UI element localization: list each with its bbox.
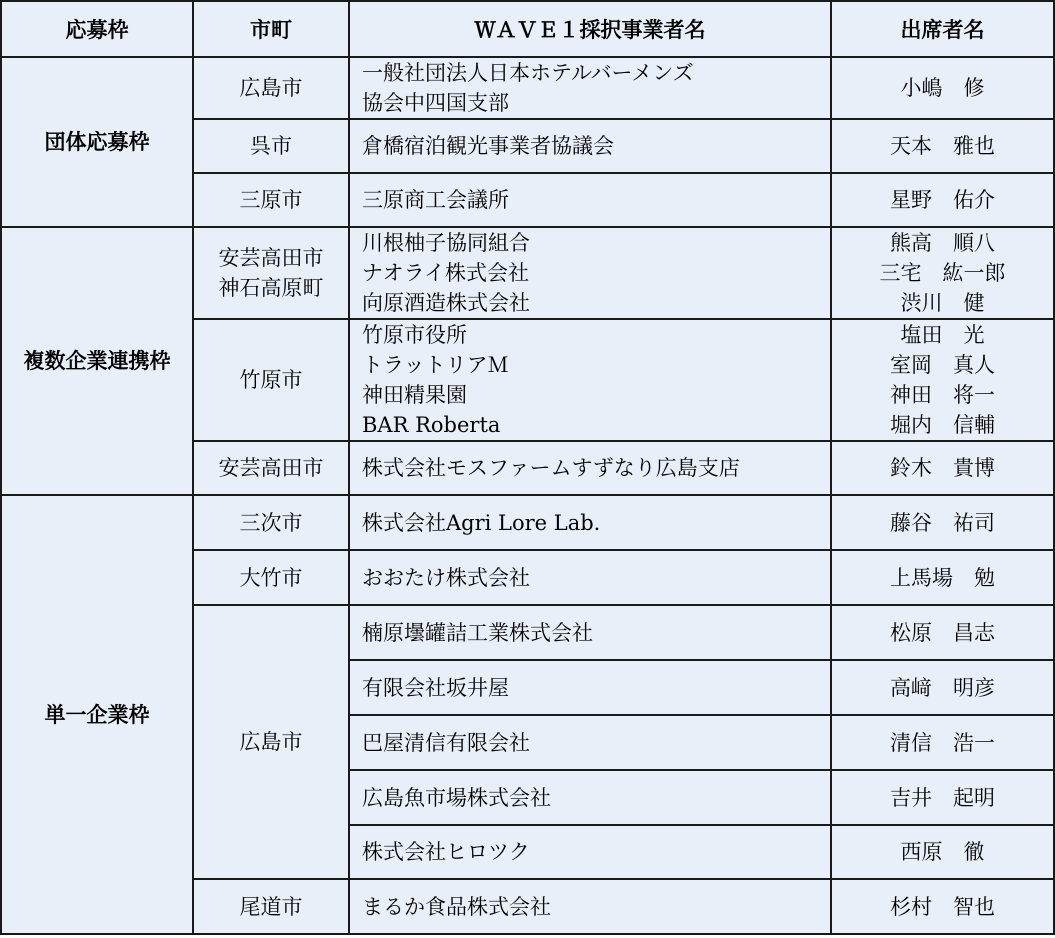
- business-name-cell: [349, 825, 831, 879]
- city-cell: [193, 550, 349, 605]
- city-cell: [193, 441, 349, 495]
- business-name: 協会中四国支部: [362, 91, 509, 115]
- attendee-name: 藤谷 祐司: [890, 510, 995, 535]
- attendee-name: 熊高 順八: [890, 231, 995, 255]
- category-cell: 団体応募枠: [1, 57, 193, 227]
- business-name-cell: [349, 119, 831, 173]
- business-name-cell: [349, 227, 831, 319]
- city-cell: [193, 57, 349, 119]
- business-name: 川根柚子協同組合: [362, 231, 530, 255]
- city-cell: [193, 879, 349, 934]
- attendee-name: 三宅 紘一郎: [879, 261, 1006, 285]
- attendee-name: 小嶋 修: [900, 76, 985, 100]
- attendee-name: 清信 浩一: [890, 730, 995, 755]
- city-cell: [193, 173, 349, 227]
- attendee-name: 鈴木 貴博: [890, 456, 995, 480]
- city-line: 竹原市: [239, 368, 303, 392]
- attendee-name: 杉村 智也: [890, 894, 995, 919]
- business-name-cell: [349, 319, 831, 441]
- business-name: 一般社団法人日本ホテルバーメンズ: [362, 61, 694, 85]
- header-attendee: 出席者名: [831, 1, 1054, 57]
- city-line: 広島市: [239, 730, 303, 754]
- business-name: ナオライ株式会社: [362, 261, 529, 285]
- attendee-name: 西原 徹: [900, 840, 985, 864]
- city-line: 安芸高田市: [218, 246, 324, 270]
- attendee-cell: [831, 605, 1054, 660]
- attendee-name: 吉井 起明: [890, 785, 995, 810]
- business-name: 三原商工会議所: [362, 188, 509, 212]
- attendee-cell: [831, 550, 1054, 605]
- business-name: 倉橋宿泊観光事業者協議会: [362, 134, 614, 158]
- business-name: 向原酒造株式会社: [362, 291, 530, 315]
- city-cell: [193, 227, 349, 319]
- business-name: 株式会社ヒロツク: [362, 840, 530, 864]
- attendee-name: 堀内 信輔: [890, 413, 995, 437]
- table-row: [1, 495, 1054, 550]
- business-name: 神田精果園: [362, 383, 467, 407]
- city-cell: [193, 495, 349, 550]
- business-name-cell: [349, 173, 831, 227]
- business-name-cell: [349, 605, 831, 660]
- attendee-cell: [831, 715, 1054, 770]
- business-name: おおたけ株式会社: [362, 565, 530, 590]
- attendee-cell: [831, 319, 1054, 441]
- city-line: 呉市: [250, 134, 292, 158]
- attendee-cell: [831, 770, 1054, 825]
- header-category: 応募枠: [1, 1, 193, 57]
- city-line: 大竹市: [239, 565, 303, 590]
- table-body: [1, 57, 1054, 934]
- city-line: 三次市: [239, 510, 303, 535]
- attendee-cell: [831, 173, 1054, 227]
- city-cell: [193, 319, 349, 441]
- business-name: まるか食品株式会社: [362, 894, 551, 919]
- business-name: BAR Roberta: [362, 413, 501, 437]
- city-line: 神石高原町: [218, 276, 324, 300]
- business-name-cell: [349, 441, 831, 495]
- city-line: 尾道市: [239, 894, 303, 919]
- attendee-cell: [831, 119, 1054, 173]
- header-city: 市町: [193, 1, 349, 57]
- business-name-cell: [349, 57, 831, 119]
- business-name: 竹原市役所: [362, 323, 467, 347]
- attendee-name: 高﨑 明彦: [890, 675, 995, 700]
- attendee-cell: [831, 825, 1054, 879]
- attendee-cell: [831, 57, 1054, 119]
- attendee-name: 室岡 真人: [890, 353, 995, 377]
- category-cell: 単一企業枠: [1, 495, 193, 934]
- header-business: ＷＡＶＥ１採択事業者名: [349, 1, 831, 57]
- city-cell: [193, 605, 349, 879]
- business-name-cell: [349, 879, 831, 934]
- table-row: [1, 57, 1054, 119]
- business-name: 有限会社坂井屋: [362, 675, 509, 700]
- attendee-cell: [831, 879, 1054, 934]
- attendee-name: 天本 雅也: [890, 134, 995, 158]
- city-line: 三原市: [239, 188, 303, 212]
- attendee-name: 星野 佑介: [890, 188, 995, 212]
- category-cell: 複数企業連携枠: [1, 227, 193, 495]
- business-name-cell: [349, 550, 831, 605]
- business-name-cell: [349, 770, 831, 825]
- business-name: 株式会社Agri Lore Lab.: [362, 510, 601, 535]
- attendee-cell: [831, 441, 1054, 495]
- attendee-name: 松原 昌志: [890, 620, 995, 645]
- city-line: 安芸高田市: [218, 456, 324, 480]
- business-name: 広島魚市場株式会社: [362, 785, 551, 810]
- business-name-cell: [349, 715, 831, 770]
- attendee-name: 塩田 光: [900, 323, 985, 347]
- business-name: トラットリアＭ: [362, 353, 509, 377]
- attendee-cell: [831, 227, 1054, 319]
- business-name-cell: [349, 660, 831, 715]
- business-name-cell: [349, 495, 831, 550]
- attendee-name: 上馬場 勉: [890, 565, 995, 590]
- attendee-cell: [831, 495, 1054, 550]
- attendee-name: 渋川 健: [900, 291, 985, 315]
- business-name: 巴屋清信有限会社: [362, 730, 530, 755]
- city-line: 広島市: [239, 76, 303, 100]
- attendee-name: 神田 将一: [890, 383, 995, 407]
- header-row: [1, 1, 1054, 57]
- table-row: [1, 227, 1054, 319]
- business-name: 楠原壜罐詰工業株式会社: [362, 620, 593, 645]
- attendee-cell: [831, 660, 1054, 715]
- business-name: 株式会社モスファームすずなり広島支店: [362, 456, 740, 480]
- city-cell: [193, 119, 349, 173]
